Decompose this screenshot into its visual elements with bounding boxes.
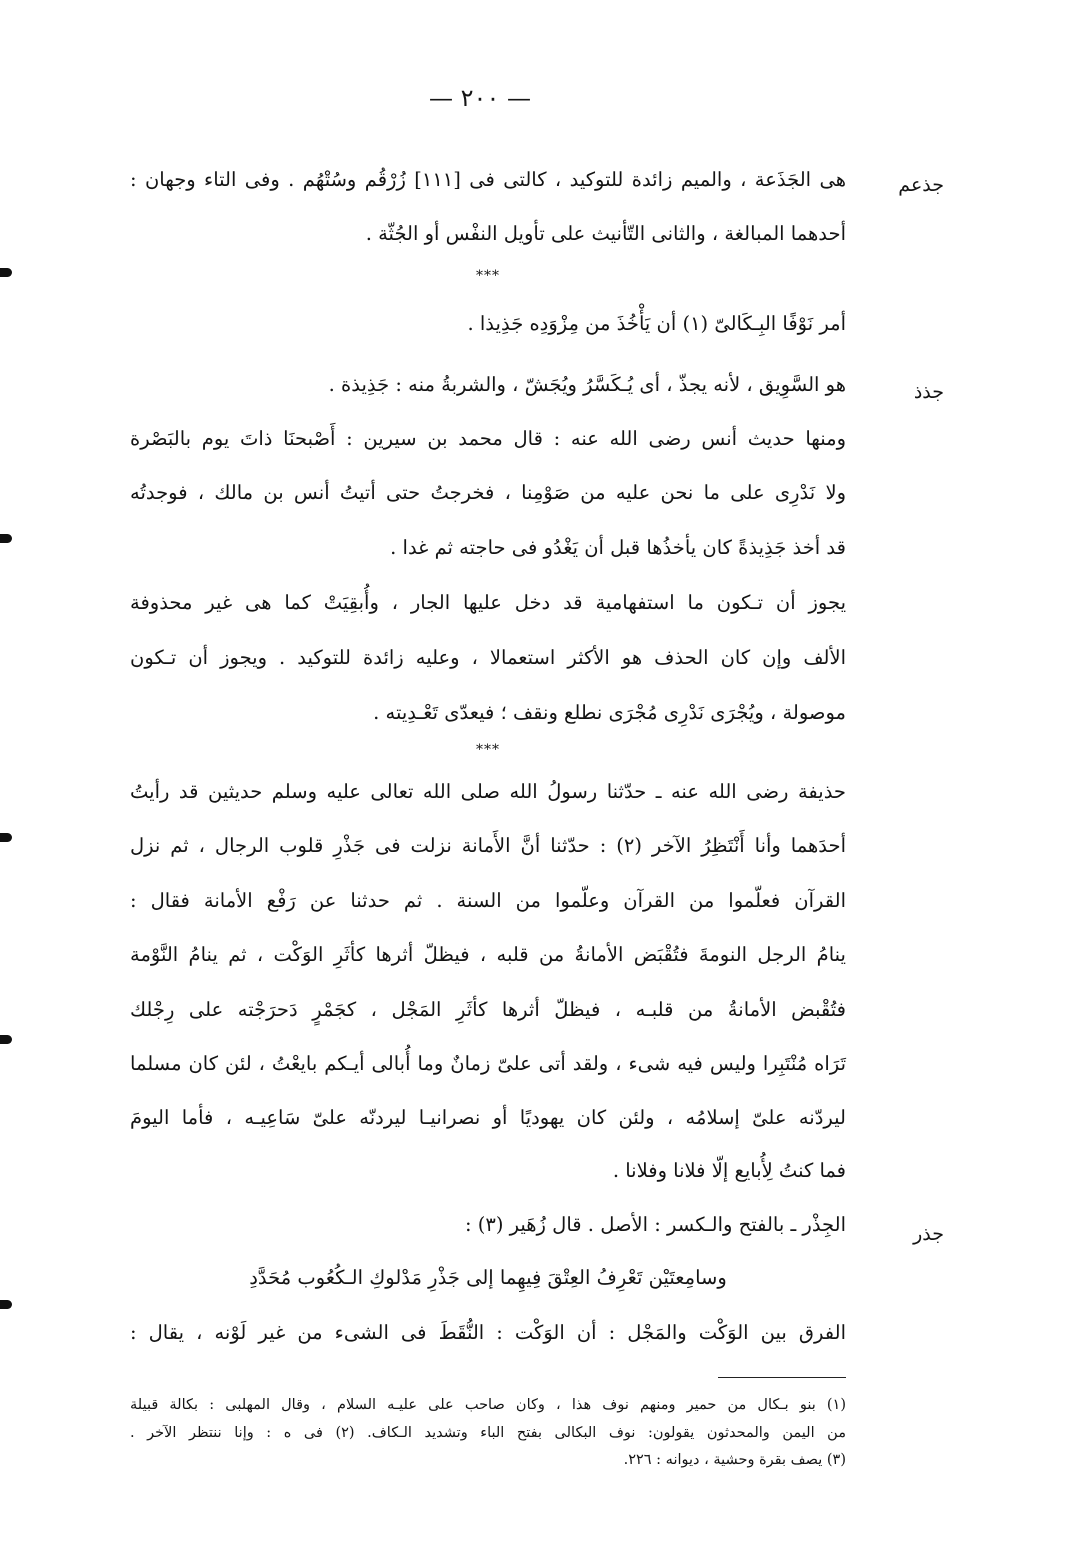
text-line: ينامُ الرجل النومةَ فتُقْبَض الأمانةُ من قلبه ، فيظلّ أثرها كأثَرِ الوَكْت ، ثم ينامُ النَّوْمة <box>130 943 846 966</box>
margin-entry-jadham: جذعم <box>898 174 944 196</box>
scan-edge-mark <box>0 1035 12 1044</box>
text-line: موصولة ، ويُجْرَى نَدْرِى مُجْرَى نطلع ونقف ؛ فيعدّى تَعْـدِيته . <box>373 701 846 724</box>
text-line: حذيفة رضى الله عنه ـ حدّثنا رسولُ الله صلى الله تعالى عليه وسلم حديثين قد رأيتُ <box>130 780 846 803</box>
text-line: فتُقْبض الأمانةُ من قلبـه ، فيظلّ أثرها كأثَرِ المَجْل ، كجَمْرٍ دَحرَجْته على رِجْلك <box>130 998 846 1021</box>
margin-entry-jadhar: جذر <box>913 1223 944 1245</box>
footnote-line: من اليمن والمحدثون يقولون: نوف البكالى بفتح الباء وتشديد الـكاف. (٢) فى ه : وإنا ننتظر الآخر . <box>130 1425 846 1441</box>
text-line: هو السَّوِيق ، لأنه يجذّ ، أى يُـكَسَّرُ ويُجَشّ ، والشربةُ منه : جَذِيذة . <box>328 373 846 396</box>
text-line: القرآن فعلّموا من القرآن وعلّموا من السنة . ثم حدثنا عن رَفْع الأمانة فقال : <box>130 889 846 912</box>
section-separator: *** <box>476 742 500 758</box>
text-line: الفرق بين الوَكْت والمَجْل : أن الوَكْت : النُّقَطَ فى الشىء من غير لَوْنه ، يقال : <box>130 1321 846 1344</box>
footnote-divider <box>718 1377 846 1378</box>
text-line: ولا نَدْرِى على ما نحن عليه من صَوْمِنا ، فخرجتُ حتى أتيتُ أنس بن مالك ، فوجدتُه <box>130 481 846 504</box>
text-line: ليردّنه علىّ إسلامُه ، ولئن كان يهوديًا أو نصرانيـا ليردنّه علىّ سَاعِيـه ، فأما اليومَ <box>130 1106 846 1129</box>
poem-verse: وسامِعتَيْن تَعْرِفُ العِتْقَ فِيهِما إلى جَذْرِ مَدْلوكِ الـكُعُوب مُحَدَّدِ <box>249 1266 727 1289</box>
text-line: تَرَاه مُنْتَبِرا وليس فيه شىء ، ولقد أتى علىّ زمانٌ وما أُبالى أيـكم بايعْتُ ، لئن كان مسلما <box>130 1052 846 1075</box>
text-line: يجوز أن تـكون ما استفهامية قد دخل عليها الجار ، وأُبقِيَتْ كما هى غير محذوفة <box>130 591 846 614</box>
text-line: الجِذْر ـ بالفتح والـكسر : الأصل . قال زُهَير (٣) : <box>464 1213 846 1236</box>
text-line: هى الجَذَعة ، والميم زائدة للتوكيد ، كالتى فى [١١١] زُرْقُم وسُتْهُم . وفى التاء وجهان : <box>130 168 846 191</box>
scan-edge-mark <box>0 833 12 842</box>
text-line: ومنها حديث أنس رضى الله عنه : قال محمد بن سيرين : أَصْبحنَا ذاتَ يوم بالبَصْرة <box>130 427 846 450</box>
scan-edge-mark <box>0 534 12 543</box>
text-line: قد أخذ جَذِيذةً كان يأخذُها قبل أن يَغْدُو فى حاجته ثم غدا . <box>390 536 846 559</box>
text-line: الألف وإن كان الحذف هو الأكثر استعمالا ، وعليه زائدة للتوكيد . ويجوز أن تـكون <box>130 646 846 669</box>
footnote-line: (١) بنو بـكال من حمير ومنهم نوف هذا ، وكان صاحب على عليـه السلام ، وقال المهلبى : بكالة قبيلة <box>130 1397 846 1413</box>
section-separator: *** <box>476 268 500 284</box>
page-number: — ٢٠٠ — <box>429 84 531 112</box>
scan-edge-mark <box>0 268 12 277</box>
text-line: فما كنتُ لِأُبايع إلّا فلانا وفلانا . <box>612 1159 846 1182</box>
text-line: أحدَهما وأنا أَنْتَظِرُ الآخر (٢) : حدّثنا أنَّ الأَمانة نزلت فى جَذْرِ قلوب الرجال ، ثم نزل <box>130 834 847 857</box>
text-line: أحدهما المبالغة ، والثانى التّأنيث على تأويل النفْس أو الجُثّة . <box>365 222 846 245</box>
footnote-line: (٣) يصف بقرة وحشية ، ديوانه : ٢٢٦. <box>623 1452 846 1468</box>
margin-entry-jadhadh: جذذ <box>913 381 944 403</box>
text-line: أمر نَوْفًا البِـكَالىّ (١) أن يَأْخُذَ من مِزْوَدِه جَذِيذا . <box>467 312 846 335</box>
scan-edge-mark <box>0 1300 12 1309</box>
